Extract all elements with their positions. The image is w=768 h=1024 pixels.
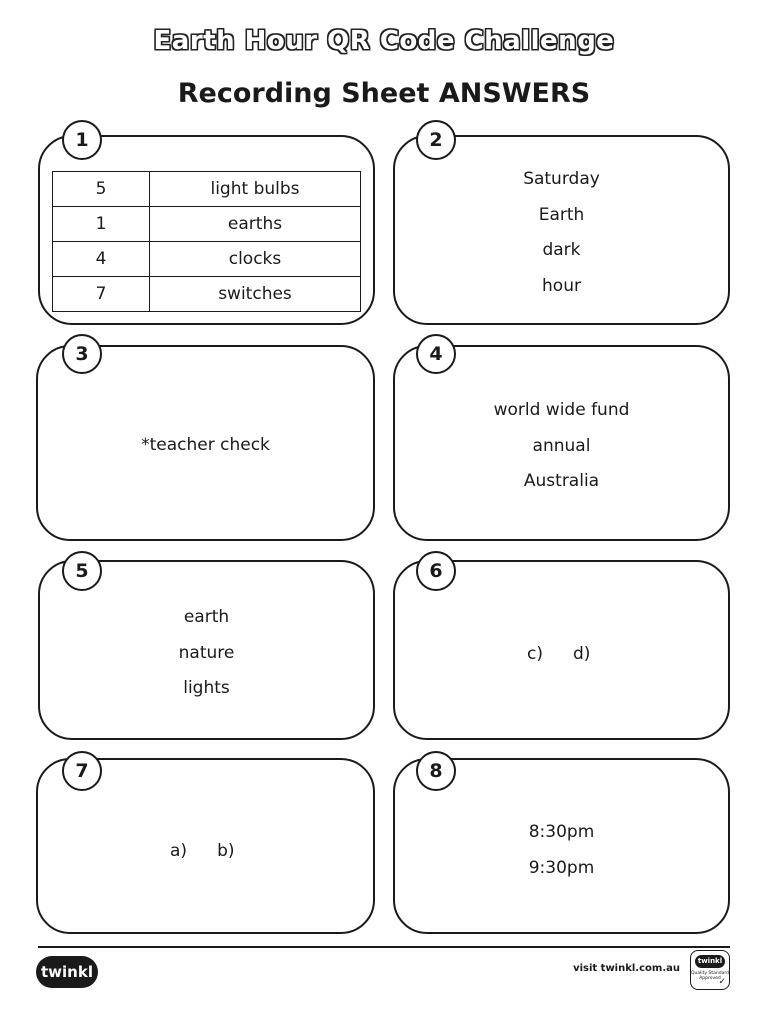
answer-options xyxy=(170,841,235,861)
answer-text: annual xyxy=(532,435,591,456)
answer-text: Earth xyxy=(538,204,585,225)
answer-box-1 xyxy=(38,135,375,325)
table-cell-item: light bulbs xyxy=(150,172,361,207)
table-cell-count: 5 xyxy=(53,172,150,207)
option-b: b) xyxy=(217,841,235,861)
answer-text: Australia xyxy=(523,471,600,491)
question-number-2: 2 xyxy=(416,120,456,160)
answer-box-2 xyxy=(393,135,730,325)
answer-list xyxy=(395,393,728,500)
table-row xyxy=(53,277,361,312)
answer-table xyxy=(52,171,361,312)
footer-divider xyxy=(38,946,730,948)
table-cell-item: clocks xyxy=(150,242,361,277)
quality-seal xyxy=(690,950,730,990)
answer-text: nature xyxy=(178,642,235,663)
table-row xyxy=(53,207,361,242)
page-title: Earth Hour QR Code Challenge xyxy=(153,26,615,56)
option-d: d) xyxy=(572,644,591,664)
answer-text: world wide fund xyxy=(493,400,630,420)
check-icon: ✓ xyxy=(718,977,726,987)
question-number-6: 6 xyxy=(416,551,456,591)
answer-text: earth xyxy=(183,607,230,627)
question-number-4: 4 xyxy=(416,334,456,374)
answer-list xyxy=(40,600,373,707)
answer-box-3 xyxy=(36,345,375,541)
table-cell-item: earths xyxy=(150,207,361,242)
table-cell-item: switches xyxy=(150,277,361,312)
question-number-7: 7 xyxy=(62,751,102,791)
question-number-8: 8 xyxy=(416,751,456,791)
table-cell-count: 1 xyxy=(53,207,150,242)
seal-text: Quality Standard Approved xyxy=(691,971,729,981)
page-subtitle: Recording Sheet ANSWERS xyxy=(177,78,591,109)
answer-list xyxy=(395,162,728,304)
answer-text: hour xyxy=(542,275,581,296)
footer-link[interactable]: visit twinkl.com.au xyxy=(573,963,680,974)
answer-text: *teacher check xyxy=(141,435,270,455)
answer-list xyxy=(395,815,728,886)
answer-list xyxy=(38,428,373,464)
answer-text: 9:30pm xyxy=(528,857,595,878)
question-number-1: 1 xyxy=(62,120,102,160)
answer-text: lights xyxy=(183,678,230,698)
table-row xyxy=(53,172,361,207)
option-a: a) xyxy=(170,841,188,861)
answer-text: Saturday xyxy=(523,169,600,189)
table-row xyxy=(53,242,361,277)
twinkl-logo: twinkl xyxy=(36,956,98,988)
question-number-3: 3 xyxy=(62,334,102,374)
question-number-5: 5 xyxy=(62,551,102,591)
table-cell-count: 4 xyxy=(53,242,150,277)
answer-text: dark xyxy=(542,240,581,260)
table-cell-count: 7 xyxy=(53,277,150,312)
answer-box-4 xyxy=(393,345,730,541)
answer-options xyxy=(527,644,590,664)
answer-text: 8:30pm xyxy=(528,822,595,842)
seal-brand: twinkl xyxy=(695,955,725,968)
option-c: c) xyxy=(527,644,543,664)
